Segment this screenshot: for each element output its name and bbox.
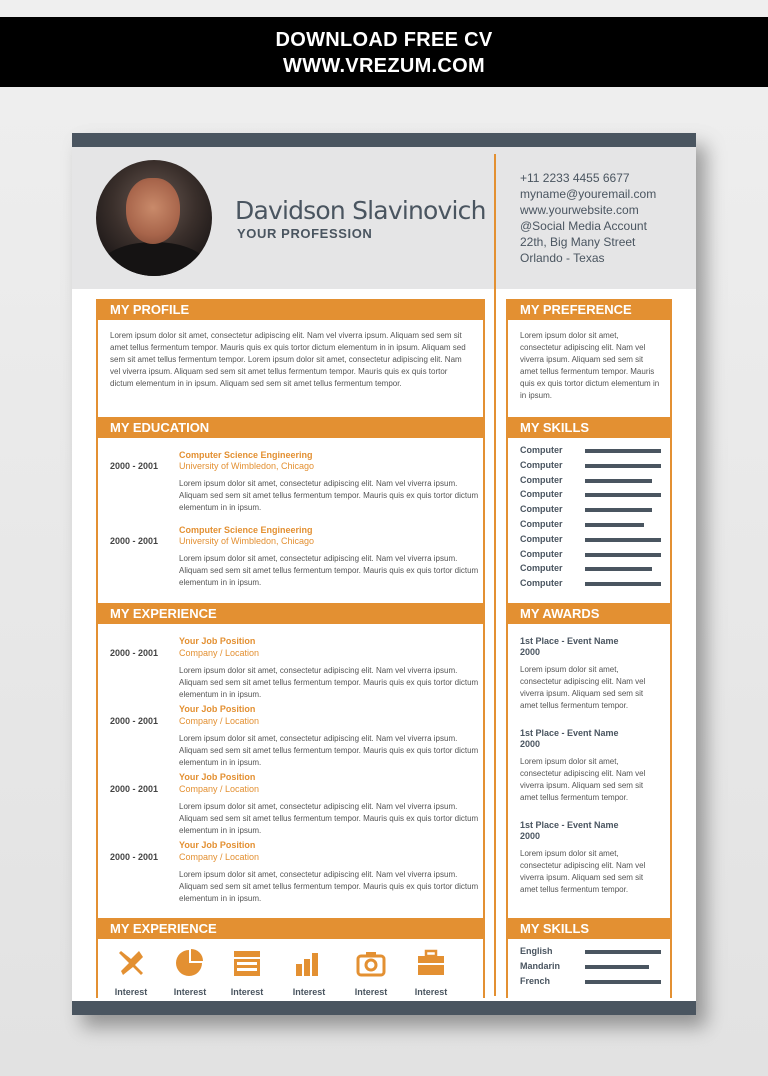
column-divider: [494, 154, 496, 996]
languages-label: English: [520, 946, 553, 956]
experience-place: Company / Location: [179, 648, 260, 658]
skills-label: Computer: [520, 489, 563, 500]
sheet-top-bar: [72, 133, 696, 147]
skills-label: Computer: [520, 519, 563, 529]
skills-label: Computer: [520, 459, 563, 470]
interest-label: Interest: [354, 987, 388, 997]
contact-info: [520, 170, 656, 266]
cv-sheet: [72, 133, 696, 1015]
person-profession: YOUR PROFESSION: [237, 226, 373, 241]
experience-place: Company / Location: [179, 716, 260, 726]
preference-heading: MY PREFERENCE: [506, 299, 672, 320]
languages-label: French: [520, 976, 551, 986]
interests-heading: MY EXPERIENCE: [96, 918, 485, 939]
awards-heading: MY AWARDS: [506, 603, 672, 624]
skills-label: Computer: [520, 504, 563, 515]
skills-level-bar: [585, 479, 652, 483]
interest-label: Interest: [292, 987, 326, 997]
briefcase-icon: [415, 947, 447, 979]
pie-chart-icon: [174, 947, 206, 979]
experience-years: 2000 - 2001: [110, 648, 159, 658]
award-year: 2000: [520, 739, 541, 749]
experience-title: Your Job Position: [179, 704, 256, 714]
education-place: University of Wimbledon, Chicago: [179, 536, 315, 546]
profile-text: Lorem ipsum dolor sit amet, consectetur adipiscing elit. Nam vel viverra ipsum. Aliquam sed sem sit amet tellus fermentum tempor. Mauris quis ex quis tortor dictum elementum in in ipsum. Aliquam sed sem sit amet tellus fermentum tempor. Lorem ipsum dolor sit amet, consectetur adipiscing elit. Nam vel viverra ipsum. Aliquam sed sem sit amet tellus fermentum tempor. Mauris quis ex quis tortor dictum elementum in in ipsum. Aliquam sed sem sit amet tellus fermentum tempor.: [110, 331, 466, 388]
education-heading: MY EDUCATION: [96, 417, 485, 438]
skills-level-bar: [585, 567, 652, 571]
skills-label: Computer: [520, 548, 563, 559]
education-title: Computer Science Engineering: [179, 450, 313, 460]
award-title: 1st Place - Event Name: [520, 728, 619, 738]
experience-title: Your Job Position: [179, 636, 256, 646]
experience-years: 2000 - 2001: [110, 716, 159, 726]
skills-level-bar: [585, 508, 652, 512]
interest-label: Interest: [230, 987, 264, 997]
languages-level-bar: [585, 980, 661, 984]
camera-icon: [355, 947, 387, 979]
person-name: Davidson Slavinovich: [235, 196, 486, 225]
banner-line-1: DOWNLOAD FREE CV: [275, 29, 493, 51]
languages-level-bar: [585, 965, 649, 969]
education-text: Lorem ipsum dolor sit amet, consectetur adipiscing elit. Nam vel viverra ipsum. Aliquam sed sem sit amet tellus fermentum tempor. Mauris quis ex quis tortor dictum elementum in in ipsum.: [179, 479, 479, 512]
skills-label: Computer: [520, 445, 563, 455]
avatar-face: [126, 178, 180, 244]
skills-level-bar: [585, 553, 661, 557]
interest-label: Interest: [173, 987, 207, 997]
skills-label: Computer: [520, 563, 563, 574]
preference-text: Lorem ipsum dolor sit amet, consectetur adipiscing elit. Nam vel viverra ipsum. Aliquam sed sem sit amet tellus fermentum tempor. Mauris quis ex quis tortor dictum elementum in in ipsum.: [520, 331, 660, 400]
avatar-shoulders: [100, 242, 208, 276]
skills-level-bar: [585, 449, 661, 453]
award-text: Lorem ipsum dolor sit amet, consectetur adipiscing elit. Nam vel viverra ipsum. Aliquam sed sem sit amet tellus fermentum tempor.: [520, 849, 646, 894]
skills-label: Computer: [520, 533, 563, 544]
experience-years: 2000 - 2001: [110, 784, 159, 794]
experience-title: Your Job Position: [179, 840, 256, 850]
languages-heading: MY SKILLS: [506, 918, 672, 939]
interest-item: [279, 947, 339, 997]
contact-city: Orlando - Texas: [520, 251, 605, 265]
award-year: 2000: [520, 831, 541, 841]
experience-place: Company / Location: [179, 852, 260, 862]
contact-email: myname@youremail.com: [520, 187, 657, 201]
skills-level-bar: [585, 538, 661, 542]
skills-level-bar: [585, 493, 661, 497]
interest-label: Interest: [114, 987, 148, 997]
experience-title: Your Job Position: [179, 772, 256, 782]
experience-text: Lorem ipsum dolor sit amet, consectetur adipiscing elit. Nam vel viverra ipsum. Aliquam sed sem sit amet tellus fermentum tempor. Mauris quis ex quis tortor dictum elementum in in ipsum.: [179, 870, 479, 903]
download-banner: [0, 17, 768, 87]
interest-item: [160, 947, 220, 997]
interest-item: [341, 947, 401, 997]
avatar: [96, 160, 212, 276]
tools-icon: [115, 947, 147, 979]
profile-heading: MY PROFILE: [96, 299, 485, 320]
clapperboard-icon: [231, 947, 263, 979]
education-years: 2000 - 2001: [110, 536, 159, 546]
skills-label: Computer: [520, 474, 563, 485]
interest-item: [217, 947, 277, 997]
contact-website: www.yourwebsite.com: [520, 203, 639, 217]
award-text: Lorem ipsum dolor sit amet, consectetur adipiscing elit. Nam vel viverra ipsum. Aliquam sed sem sit amet tellus fermentum tempor.: [520, 665, 646, 710]
interest-label: Interest: [414, 987, 448, 997]
interest-item: [101, 947, 161, 997]
contact-phone: +11 2233 4455 6677: [520, 171, 630, 185]
skills-label: Computer: [520, 578, 563, 589]
sheet-bottom-bar: [72, 1001, 696, 1015]
interest-item: [401, 947, 461, 997]
award-title: 1st Place - Event Name: [520, 636, 619, 646]
languages-level-bar: [585, 950, 661, 954]
experience-heading: MY EXPERIENCE: [96, 603, 485, 624]
experience-place: Company / Location: [179, 784, 260, 794]
experience-years: 2000 - 2001: [110, 852, 159, 862]
banner-line-2: WWW.VREZUM.COM: [283, 55, 485, 77]
education-years: 2000 - 2001: [110, 461, 159, 471]
bar-chart-icon: [293, 947, 325, 979]
experience-text: Lorem ipsum dolor sit amet, consectetur adipiscing elit. Nam vel viverra ipsum. Aliquam sed sem sit amet tellus fermentum tempor. Mauris quis ex quis tortor dictum elementum in in ipsum.: [179, 734, 479, 767]
contact-street: 22th, Big Many Street: [520, 235, 636, 249]
award-text: Lorem ipsum dolor sit amet, consectetur adipiscing elit. Nam vel viverra ipsum. Aliquam sed sem sit amet tellus fermentum tempor.: [520, 757, 646, 802]
skills-level-bar: [585, 523, 644, 527]
skills-level-bar: [585, 582, 661, 586]
skills-heading: MY SKILLS: [506, 417, 672, 438]
languages-label: Mandarin: [520, 961, 561, 971]
award-year: 2000: [520, 647, 541, 657]
experience-text: Lorem ipsum dolor sit amet, consectetur adipiscing elit. Nam vel viverra ipsum. Aliquam sed sem sit amet tellus fermentum tempor. Mauris quis ex quis tortor dictum elementum in in ipsum.: [179, 802, 479, 835]
education-place: University of Wimbledon, Chicago: [179, 461, 315, 471]
award-title: 1st Place - Event Name: [520, 820, 619, 830]
skills-level-bar: [585, 464, 661, 468]
education-title: Computer Science Engineering: [179, 525, 313, 535]
contact-social: @Social Media Account: [520, 219, 647, 233]
education-text: Lorem ipsum dolor sit amet, consectetur adipiscing elit. Nam vel viverra ipsum. Aliquam sed sem sit amet tellus fermentum tempor. Mauris quis ex quis tortor dictum elementum in in ipsum.: [179, 554, 479, 587]
experience-text: Lorem ipsum dolor sit amet, consectetur adipiscing elit. Nam vel viverra ipsum. Aliquam sed sem sit amet tellus fermentum tempor. Mauris quis ex quis tortor dictum elementum in in ipsum.: [179, 666, 479, 699]
